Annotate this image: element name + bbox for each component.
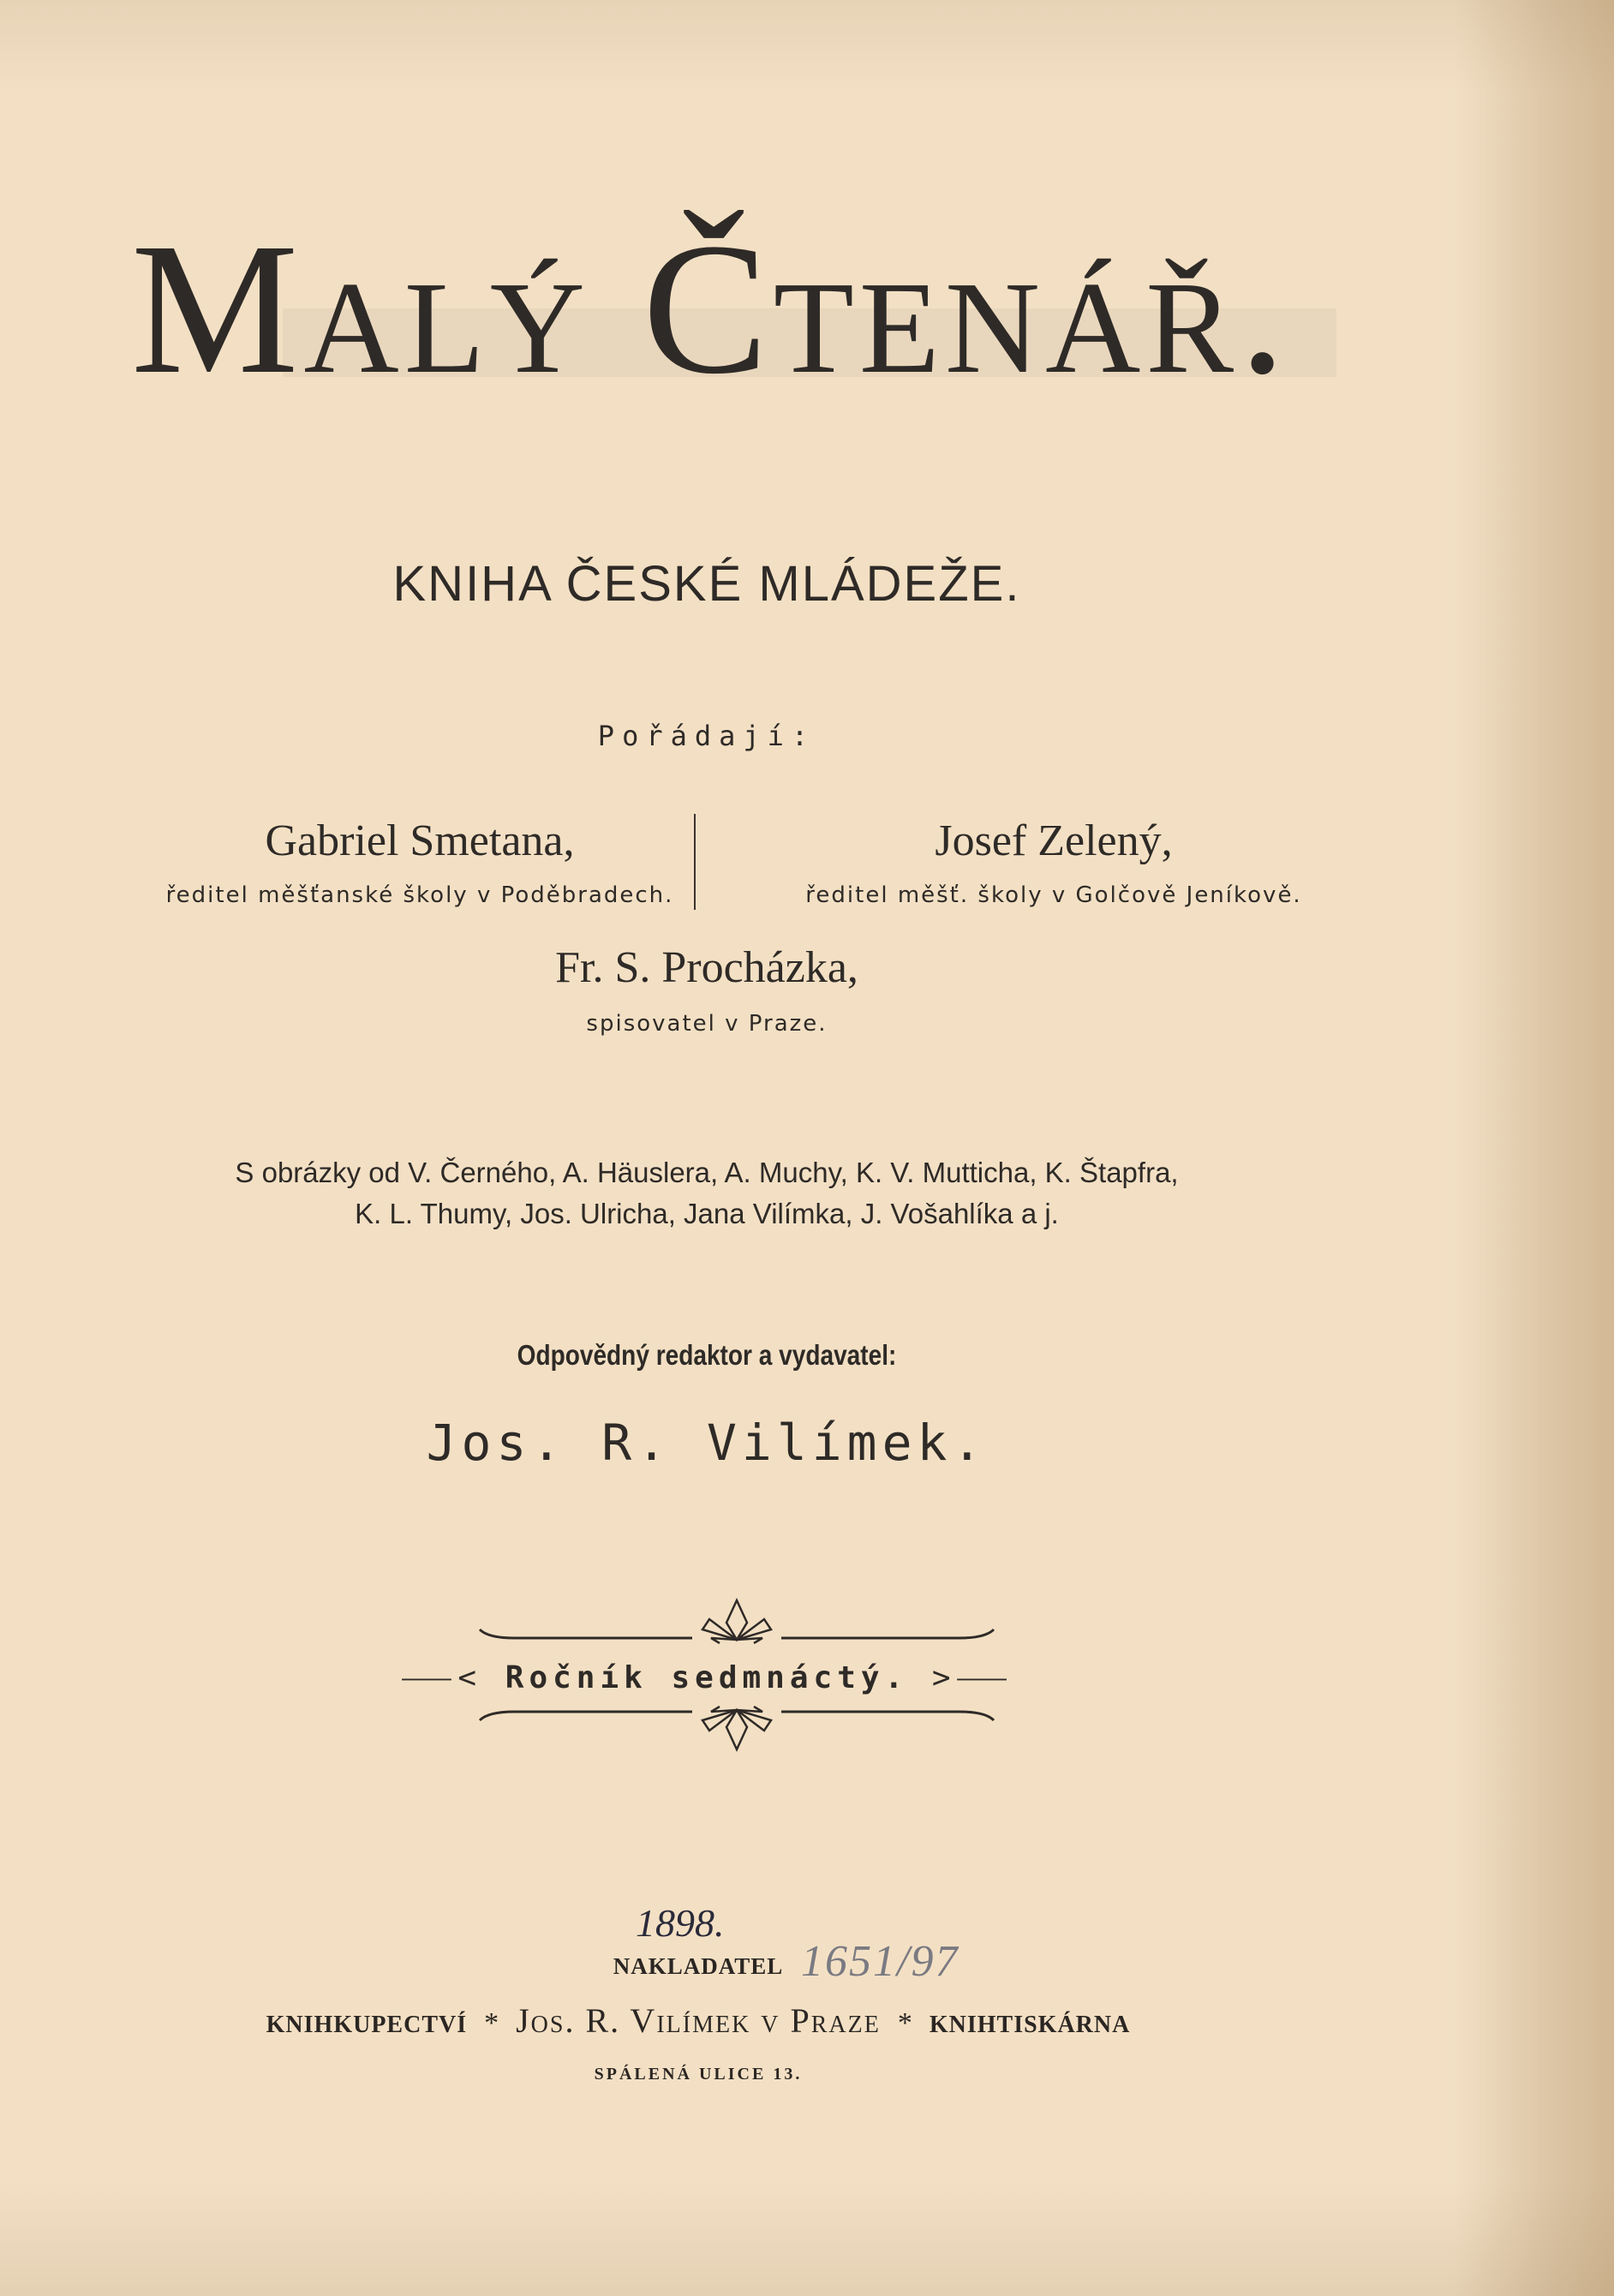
- illustrators-line-1: S obrázky od V. Černého, A. Häuslera, A. Muchy, K. V. Mutticha, K. Štapfra,: [235, 1157, 1179, 1188]
- responsible-editor-name: Jos. R. Vilímek.: [426, 1414, 988, 1472]
- publisher-name: Jos. R. Vilímek v Praze: [516, 2001, 881, 2040]
- publisher-address: SPÁLENÁ ULICE 13.: [594, 2065, 803, 2084]
- book-title: Malý Čtenář.: [130, 204, 1292, 413]
- responsible-editor-label: Odpovědný redaktor a vydavatel:: [517, 1339, 897, 1371]
- editor-1-role: ředitel měšťanské školy v Poděbradech.: [165, 882, 674, 908]
- editor-divider: [694, 814, 696, 910]
- editor-3-role: spisovatel v Praze.: [586, 1011, 828, 1037]
- publisher-label: NAKLADATEL: [613, 1953, 784, 1979]
- publisher-bookshop: KNIHKUPECTVÍ: [266, 2012, 468, 2038]
- ornament-bottom: [463, 1705, 1011, 1756]
- book-subtitle: KNIHA ČESKÉ MLÁDEŽE.: [392, 556, 1021, 612]
- illustrators-line-2: K. L. Thumy, Jos. Ulricha, Jana Vilímka, J. Vošahlíka a j.: [355, 1198, 1059, 1229]
- ornament-top: [463, 1593, 1011, 1645]
- publisher-star-right: *: [897, 2007, 912, 2039]
- editor-2-name: Josef Zelený,: [935, 816, 1173, 865]
- editors-heading: Pořádají:: [597, 720, 816, 752]
- pencil-shelfmark: 1651/97: [801, 1937, 959, 1986]
- handwritten-year: 1898.: [636, 1901, 725, 1945]
- publisher-star-left: *: [484, 2007, 499, 2039]
- publisher-printing: KNIHTISKÁRNA: [929, 2012, 1131, 2038]
- volume-label: [0, 1653, 1414, 1697]
- volume-text: Ročník sedmnáctý.: [505, 1660, 909, 1695]
- volume-flourish-right: >⸺: [931, 1660, 1013, 1695]
- volume-flourish-left: ⸺<: [400, 1660, 482, 1695]
- publisher-line: [0, 2000, 1396, 2041]
- editor-2-role: ředitel měšť. školy v Golčově Jeníkově.: [805, 882, 1302, 908]
- editor-3-name: Fr. S. Procházka,: [555, 943, 858, 992]
- editor-1-name: Gabriel Smetana,: [265, 816, 575, 865]
